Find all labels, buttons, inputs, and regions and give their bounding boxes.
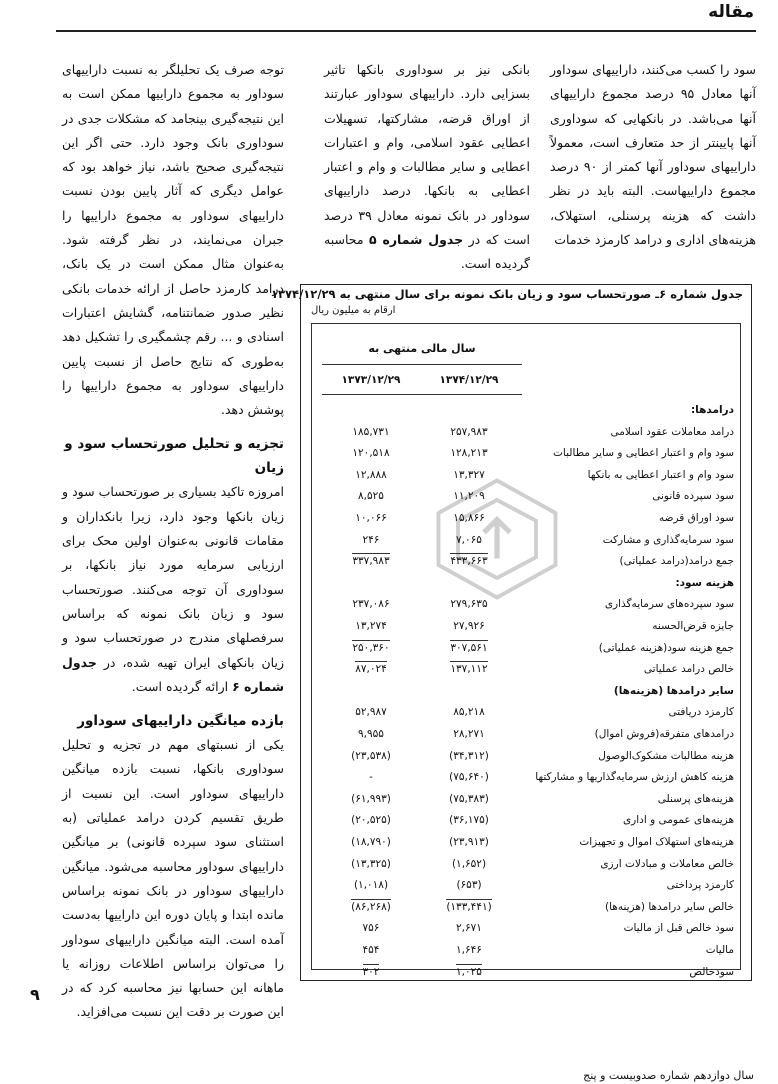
cell-year-1: (۷۵,۳۸۳)	[449, 792, 489, 805]
table-row	[312, 683, 740, 704]
table-row	[312, 510, 740, 531]
section-heading: تجزیه و تحلیل صورتحساب سود و زیان	[64, 436, 284, 477]
row-label: هزینه‌های عمومی و اداری	[622, 814, 734, 827]
cell-year-2: (۲۰,۵۲۵)	[351, 814, 391, 827]
cell-year-1: ۱,۰۲۵	[456, 965, 482, 978]
row-label: سود وام و اعتبار اعطایی به بانکها	[587, 468, 734, 481]
table-row	[312, 402, 740, 423]
table-row	[312, 467, 740, 488]
table-row	[312, 553, 740, 574]
footer-issue: سال دوازدهم شماره صدوبیست و پنج	[583, 1069, 754, 1082]
row-label: هزینه مطالبات مشکوک‌الوصول	[598, 749, 734, 762]
row-label: درامدهای متفرقه(فروش اموال)	[594, 728, 734, 740]
cell-year-1: ۱۵,۸۶۶	[453, 512, 485, 524]
row-label: هزینه‌های استهلاک اموال و تجهیزات	[579, 836, 734, 848]
table-row	[312, 920, 740, 941]
cell-year-1: ۲۸,۲۷۱	[453, 728, 485, 740]
row-label: درامد معاملات عقود اسلامی	[610, 425, 734, 438]
cell-year-2: ۲۳۷,۰۸۶	[352, 598, 390, 611]
paragraph: یکی از نسبتهای مهم در تجزیه و تحلیل سوداوری بانکها، نسبت بازده میانگین داراییهای سوداور است. این نسبت از طریق تقسیم کردن درامد عملیاتی (به استثنای سود سپرده قانونی) بر میانگین داراییهای سوداور محاسبه می‌شود. میانگین داراییهای سوداور در بانک نمونه براساس مانده ابتدا و پایان دوره این داراییها به‌دست آمده است. البته میانگین داراییهای سوداور را می‌توان براساس اطلاعات روزانه یا ماهانه این حسابها نیز محاسبه کرد که در این صورت بر دقت این نسبت می‌افزاید.	[62, 737, 284, 1020]
header-rule	[322, 394, 522, 395]
cell-year-1: (۷۵,۶۴۰)	[449, 771, 489, 784]
row-label: سایر درامدها (هزینه‌ها)	[613, 684, 734, 697]
cell-year-1: (۱,۶۵۲)	[451, 857, 487, 870]
income-statement-table	[271, 284, 752, 981]
table-row	[312, 834, 740, 855]
table-reference: جدول شماره ۶	[62, 654, 284, 694]
cell-year-2: (۱,۰۱۸)	[353, 879, 389, 892]
cell-year-2: ۹,۹۵۵	[358, 728, 384, 740]
cell-year-1: ۲۷۹,۶۳۵	[450, 598, 488, 611]
row-label: درامدها:	[690, 404, 734, 416]
row-label: سود سرمایه‌گذاری و مشارکت	[602, 533, 734, 546]
cell-year-1: ۲۵۷,۹۸۳	[450, 425, 488, 438]
cell-year-2: (۱۸,۷۹۰)	[351, 836, 391, 848]
table-row	[312, 424, 740, 445]
cell-year-1: ۱۲۸,۲۱۳	[450, 447, 488, 460]
table-row	[312, 812, 740, 833]
row-label: جمع درامد(درامد عملیاتی)	[619, 555, 734, 568]
table-row	[312, 942, 740, 963]
table-row	[312, 532, 740, 553]
row-label: هزینه سود:	[675, 576, 734, 589]
table-row	[312, 704, 740, 725]
cell-year-2: (۲۳,۵۳۸)	[351, 749, 391, 762]
cell-year-1: ۴۳۳,۶۶۳	[450, 555, 488, 568]
cell-year-2: ۸,۵۲۵	[358, 490, 384, 503]
cell-year-2: ۱۲,۸۸۸	[355, 468, 387, 481]
row-label: خالص سایر درامدها (هزینه‌ها)	[605, 900, 734, 913]
table-row	[312, 726, 740, 747]
row-label: سودخالص	[689, 965, 734, 978]
cell-year-2: ۱۸۵,۷۳۱	[352, 425, 390, 438]
period-header: سال مالی منتهی به	[368, 342, 476, 355]
table-row	[312, 748, 740, 769]
cell-year-2: -	[369, 771, 373, 784]
row-label: سود سپرده‌های سرمایه‌گذاری	[604, 598, 734, 611]
section-header: مقاله	[708, 2, 754, 22]
cell-year-2: ۲۴۶	[362, 533, 380, 546]
year-2-header: ۱۳۷۳/۱۲/۲۹	[341, 374, 401, 386]
cell-year-1: ۱۳۷,۱۱۲	[450, 663, 488, 676]
row-label: هزینه کاهش ارزش سرمایه‌گذاریها و مشارکتها	[535, 771, 734, 784]
paragraph: امروزه تاکید بسیاری بر صورتحساب سود و زیان بانکها وجود دارد، زیرا بانکداران و مقامات قانونی به‌عنوان اولین محک برای ارزیابی سرمایه مورد نیاز بانکها، بر سوداوری آن توجه می‌کنند. صورتحساب سود و زیان بانک نمونه که براساس سرفصلهای مندرج در صورتحساب سود و زیان بانکهای ایران تهیه شده، در جدول شماره ۶ ارائه گردیده است.	[62, 484, 284, 694]
table-row	[312, 596, 740, 617]
paragraph: سود را کسب می‌کنند، داراییهای سوداور آنها معادل ۹۵ درصد مجموع داراییهای آنها می‌باشد. در بانکهایی که سوداوری آنها پایینتر از حد متعارف است، معمولاً داراییهای سوداور آنها کمتر از ۹۰ درصد مجموع داراییهاست. البته باید در نظر داشت که هزینه پرسنلی، استهلاک، هزینه‌های اداری و درامد کارمزد خدمات	[550, 62, 756, 248]
cell-year-1: (۳۴,۳۱۲)	[449, 749, 489, 762]
column-middle	[324, 58, 530, 277]
cell-year-1: (۲۳,۹۱۳)	[449, 836, 489, 848]
cell-year-2: ۵۲,۹۸۷	[355, 706, 387, 719]
cell-year-1: (۱۳۳,۴۴۱)	[446, 900, 492, 913]
table-row	[312, 575, 740, 596]
table-row	[312, 445, 740, 466]
cell-year-2: ۱۳,۲۷۴	[355, 620, 387, 632]
cell-year-1: ۱۱,۲۰۹	[453, 490, 485, 503]
cell-year-2: ۲۵۰,۳۶۰	[352, 641, 390, 654]
header-rule	[322, 364, 522, 365]
row-label: خالص معاملات و مبادلات ارزی	[600, 857, 734, 870]
cell-year-1: ۳۰۷,۵۶۱	[450, 641, 488, 654]
cell-year-1: ۱,۶۴۶	[456, 944, 482, 956]
cell-year-1: (۶۵۳)	[456, 879, 482, 892]
table-row	[312, 618, 740, 639]
table-row	[312, 877, 740, 898]
paragraph: بانکی نیز بر سوداوری بانکها تاثیر بسزایی دارد. داراییهای سوداور عبارتند از اوراق قرضه، مشارکتها، تسهیلات اعطایی عقود اسلامی، وام و اعتبارات اعطایی و سایر مطالبات و وام و اعتبار اعطایی به بانکها. درصد داراییهای سوداور در بانک نمونه معادل ۳۹ درصد است که در جدول شماره ۵ محاسبه گردیده است.	[324, 62, 530, 272]
table-row	[312, 488, 740, 509]
cell-year-1: ۲۷,۹۲۶	[453, 620, 485, 632]
cell-year-2: (۸۶,۲۶۸)	[351, 900, 391, 913]
row-label: کارمزد دریافتی	[668, 706, 734, 719]
cell-year-2: ۱۲۰,۵۱۸	[352, 447, 390, 460]
table-row	[312, 661, 740, 682]
cell-year-2: ۳۳۷,۹۸۳	[352, 555, 390, 568]
row-label: سود اوراق قرضه	[658, 512, 734, 524]
column-left	[62, 58, 284, 1025]
row-label: خالص درامد عملیاتی	[643, 663, 734, 676]
row-label: جمع هزینه سود(هزینه عملیاتی)	[598, 641, 734, 654]
cell-year-1: ۱۳,۳۲۷	[453, 468, 485, 481]
table-row	[312, 856, 740, 877]
row-label: سود وام و اعتبار اعطایی و سایر مطالبات	[553, 447, 734, 460]
row-label: کارمزد پرداختی	[666, 879, 734, 892]
year-1-header: ۱۳۷۴/۱۲/۲۹	[439, 374, 499, 386]
row-label: سود خالص قبل از مالیات	[623, 922, 734, 935]
paragraph: توجه صرف یک تحلیلگر به نسبت داراییهای سوداور به مجموع داراییها ممکن است به این نتیجه‌گیری بینجامد که مشکلات جدی در سوداوری بانک وجود دارد. حتی اگر این نتیجه‌گیری صحیح باشد، نیاز خواهد بود که عوامل دیگری که آثار پایین بودن نسبت داراییهای سوداور به مجموع داراییها را جبران می‌نمایند، در نظر گرفته شود. به‌عنوان مثال ممکن است در یک بانک، درامد کارمزد حاصل از ارائه خدمات بانکی نظیر صدور ضمانتنامه، گشایش اعتبارات اسنادی و ... رقم چشمگیری را تشکیل دهد به‌طوری که نتایج حاصل از نسبت پایین داراییهای سوداور به مجموع داراییها را پوشش دهد.	[62, 62, 284, 418]
row-label: سود سپرده قانونی	[652, 490, 734, 503]
cell-year-2: (۶۱,۹۹۳)	[351, 792, 391, 805]
cell-year-2: (۱۳,۳۲۵)	[351, 857, 391, 870]
table-row	[312, 769, 740, 790]
table-row	[312, 899, 740, 920]
cell-year-2: ۸۷,۰۲۴	[355, 663, 387, 676]
row-label: مالیات	[705, 944, 734, 956]
page-number: ۹	[30, 985, 40, 1004]
section-heading: بازده میانگین داراییهای سوداور	[77, 713, 284, 730]
table-unit-note: ارقام به میلیون ریال	[311, 305, 396, 316]
table-body	[311, 323, 741, 978]
table-row	[312, 640, 740, 661]
table-row	[312, 964, 740, 985]
column-right	[550, 58, 756, 252]
table-reference: جدول شماره ۵	[369, 232, 464, 248]
row-label: هزینه‌های پرسنلی	[657, 792, 734, 805]
cell-year-1: ۲,۶۷۱	[456, 922, 482, 935]
header-rule	[56, 30, 756, 32]
cell-year-1: ۷,۰۶۵	[456, 533, 482, 546]
cell-year-2: ۱۰,۰۶۶	[355, 512, 387, 524]
cell-year-2: ۳۰۲	[362, 965, 380, 978]
cell-year-2: ۷۵۶	[362, 922, 380, 935]
table-title: جدول شماره ۶ـ صورتحساب سود و زیان بانک نمونه برای سال منتهی به ۱۳۷۴/۱۲/۲۹	[271, 287, 743, 301]
row-label: جایزه قرض‌الحسنه	[652, 620, 734, 632]
table-row	[312, 791, 740, 812]
cell-year-1: ۸۵,۲۱۸	[453, 706, 485, 719]
cell-year-1: (۳۶,۱۷۵)	[449, 814, 489, 827]
cell-year-2: ۴۵۴	[362, 944, 380, 956]
